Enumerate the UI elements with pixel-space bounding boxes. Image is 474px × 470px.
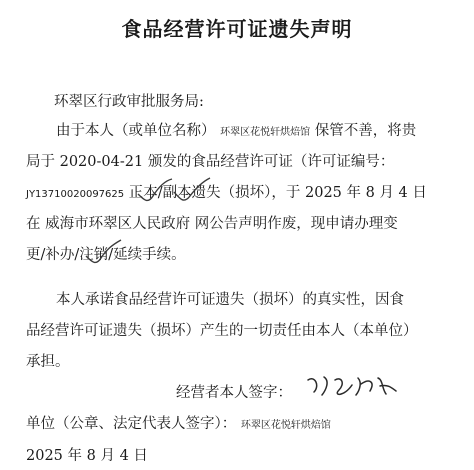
license-number: JY13710020097625	[26, 189, 125, 200]
line1-suffix: 保管不善，将贵	[314, 123, 417, 139]
company-name: 环翠区花悦轩烘焙馆	[220, 127, 311, 138]
commitment-line-2: 品经营许可证遗失（损坏）产生的一切责任由本人（本单位）	[26, 323, 418, 339]
addressee: 环翠区行政审批服务局:	[54, 94, 204, 110]
commitment-line-1: 本人承诺食品经营许可证遗失（损坏）的真实性，因食	[56, 292, 404, 308]
unit-label: 单位（公章、法定代表人签字）：	[26, 416, 237, 432]
original-copy-text: 正本	[128, 185, 158, 201]
statement-line-2: 局于 2020-04-21 颁发的食品经营许可证（许可证编号：	[26, 154, 395, 170]
statement-line-4: 在 威海市环翠区人民政府 网公告声明作废，现申请办理变	[26, 216, 398, 232]
statement-line-3	[26, 186, 427, 201]
statement-line-1	[56, 124, 416, 139]
commitment-line-3: 承担。	[26, 354, 70, 370]
slash-text: /	[157, 185, 163, 201]
duplicate-copy-text: 副本	[162, 185, 192, 201]
signer-label: 经营者本人签字：	[176, 385, 292, 401]
document-title: 食品经营许可证遗失声明	[121, 17, 353, 41]
line1-prefix: 由于本人（或单位名称）	[56, 123, 216, 139]
handwritten-signature	[300, 370, 400, 400]
statement-line-5: 更/补办/注销/延续手续。	[26, 247, 186, 263]
unit-line	[26, 417, 331, 432]
signature-date: 2025 年 8 月 4 日	[26, 448, 148, 464]
company-name-repeat: 环翠区花悦轩烘焙馆	[240, 420, 331, 431]
loss-date-text: 遗失（损坏），于 2025 年 8 月 4 日	[191, 185, 427, 201]
